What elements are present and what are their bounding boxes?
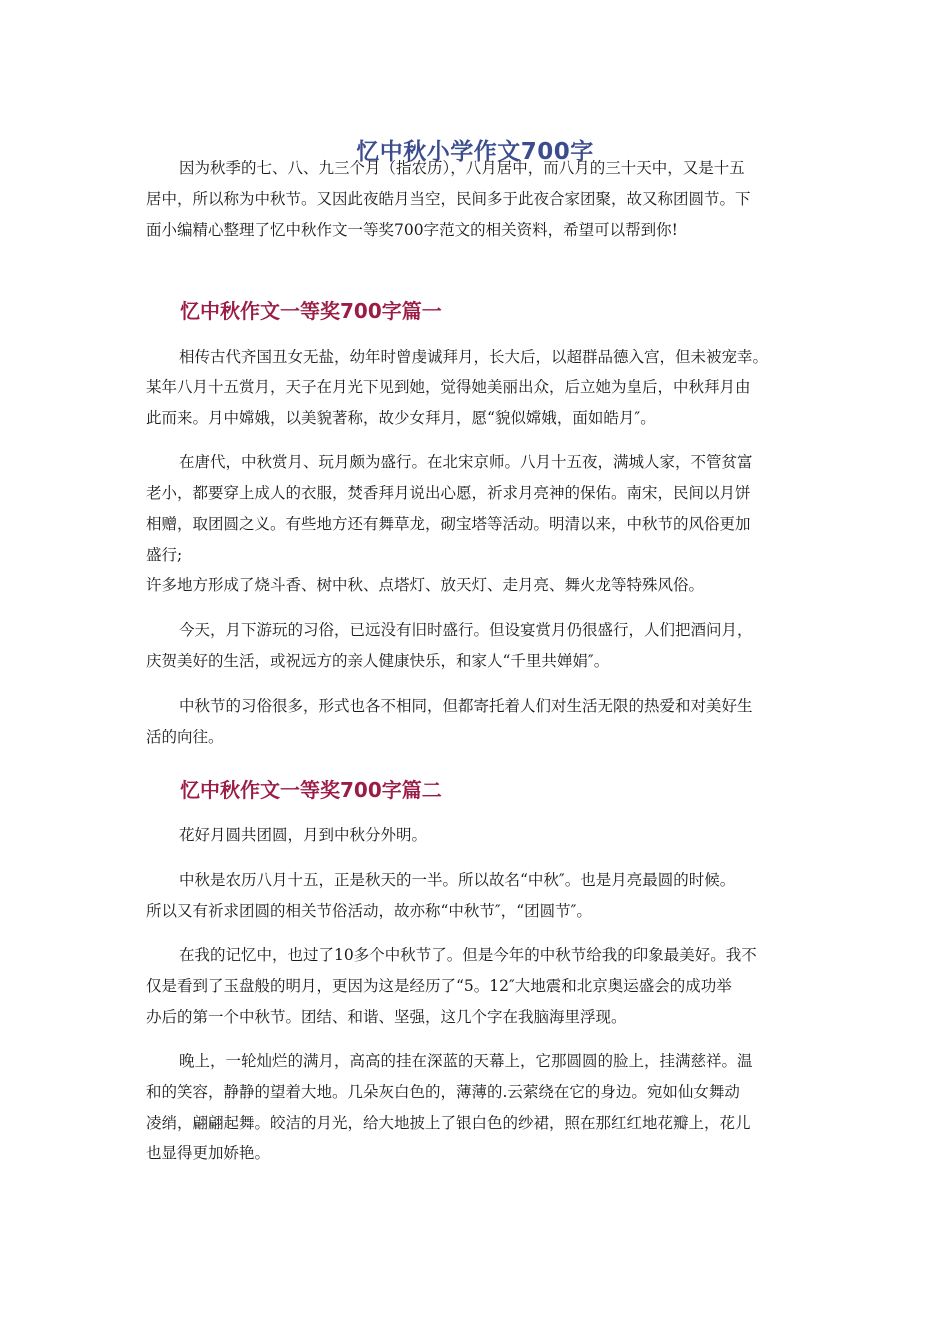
paragraph-line: 所以又有祈求团圆的相关节俗活动，故亦称“中秋节″，“团圆节″。 (146, 902, 592, 920)
paragraph-line: 凌绡，翩翩起舞。皎洁的月光，给大地披上了银白色的纱裙，照在那红红地花瓣上，花儿 (146, 1114, 751, 1132)
paragraph-line: 晚上，一轮灿烂的满月，高高的挂在深蓝的天幕上，它那圆圆的脸上，挂满慈祥。温 (179, 1052, 753, 1070)
paragraph-line: 和的笑容，静静的望着大地。几朵灰白色的，薄薄的.云萦绕在它的身边。宛如仙女舞动 (146, 1083, 740, 1101)
paragraph-line: 盛行; (146, 546, 183, 564)
paragraph-line: 相传古代齐国丑女无盐，幼年时曾虔诚拜月，长大后，以超群品德入宫，但未被宠幸。 (179, 348, 769, 366)
paragraph-line: 许多地方形成了烧斗香、树中秋、点塔灯、放天灯、走月亮、舞火龙等特殊风俗。 (146, 576, 705, 594)
paragraph-line: 老小，都要穿上成人的衣服，焚香拜月说出心愿，祈求月亮神的保佑。南宋，民间以月饼 (146, 484, 751, 502)
paragraph-line: 面小编精心整理了忆中秋作文一等奖700字范文的相关资料，希望可以帮到你! (146, 221, 678, 239)
document-title: 忆中秋小学作文700字 (356, 139, 594, 165)
paragraph-line: 仅是看到了玉盘般的明月，更因为这是经历了“5。12″大地震和北京奥运盛会的成功举 (146, 977, 732, 995)
paragraph-line: 某年八月十五赏月，天子在月光下见到她，觉得她美丽出众，后立她为皇后，中秋拜月由 (146, 378, 751, 396)
paragraph-line: 今天，月下游玩的习俗，已远没有旧时盛行。但设宴赏月仍很盛行，人们把酒问月， (179, 621, 753, 639)
paragraph-line: 在我的记忆中，也过了10多个中秋节了。但是今年的中秋节给我的印象最美好。我不 (179, 946, 757, 964)
paragraph-line: 也显得更加娇艳。 (146, 1144, 271, 1162)
paragraph-line: 相赠，取团圆之义。有些地方还有舞草龙，砌宝塔等活动。明清以来，中秋节的风俗更加 (146, 515, 751, 533)
paragraph-line: 因为秋季的七、八、九三个月（指农历），八月居中，而八月的三十天中，又是十五 (179, 159, 745, 177)
section-heading: 忆中秋作文一等奖700字篇二 (180, 778, 442, 802)
paragraph-line: 中秋节的习俗很多，形式也各不相同，但都寄托着人们对生活无限的热爱和对美好生 (179, 697, 753, 715)
paragraph-line: 在唐代，中秋赏月、玩月颇为盛行。在北宋京师。八月十五夜，满城人家，不管贫富 (179, 453, 753, 471)
paragraph-line: 此而来。月中嫦娥，以美貌著称，故少女拜月，愿“貌似嫦娥，面如皓月″。 (146, 409, 656, 427)
paragraph-line: 花好月圆共团圆，月到中秋分外明。 (179, 826, 428, 844)
paragraph-line: 庆贺美好的生活，或祝远方的亲人健康快乐，和家人“千里共婵娟″。 (146, 652, 610, 670)
paragraph-line: 居中，所以称为中秋节。又因此夜皓月当空，民间多于此夜合家团聚，故又称团圆节。下 (146, 190, 751, 208)
paragraph-line: 中秋是农历八月十五，正是秋天的一半。所以故名“中秋″。也是月亮最圆的时候。 (179, 871, 736, 889)
section-heading: 忆中秋作文一等奖700字篇一 (180, 299, 442, 323)
paragraph-line: 办后的第一个中秋节。团结、和谐、坚强，这几个字在我脑海里浮现。 (146, 1008, 627, 1026)
paragraph-line: 活的向往。 (146, 728, 224, 746)
